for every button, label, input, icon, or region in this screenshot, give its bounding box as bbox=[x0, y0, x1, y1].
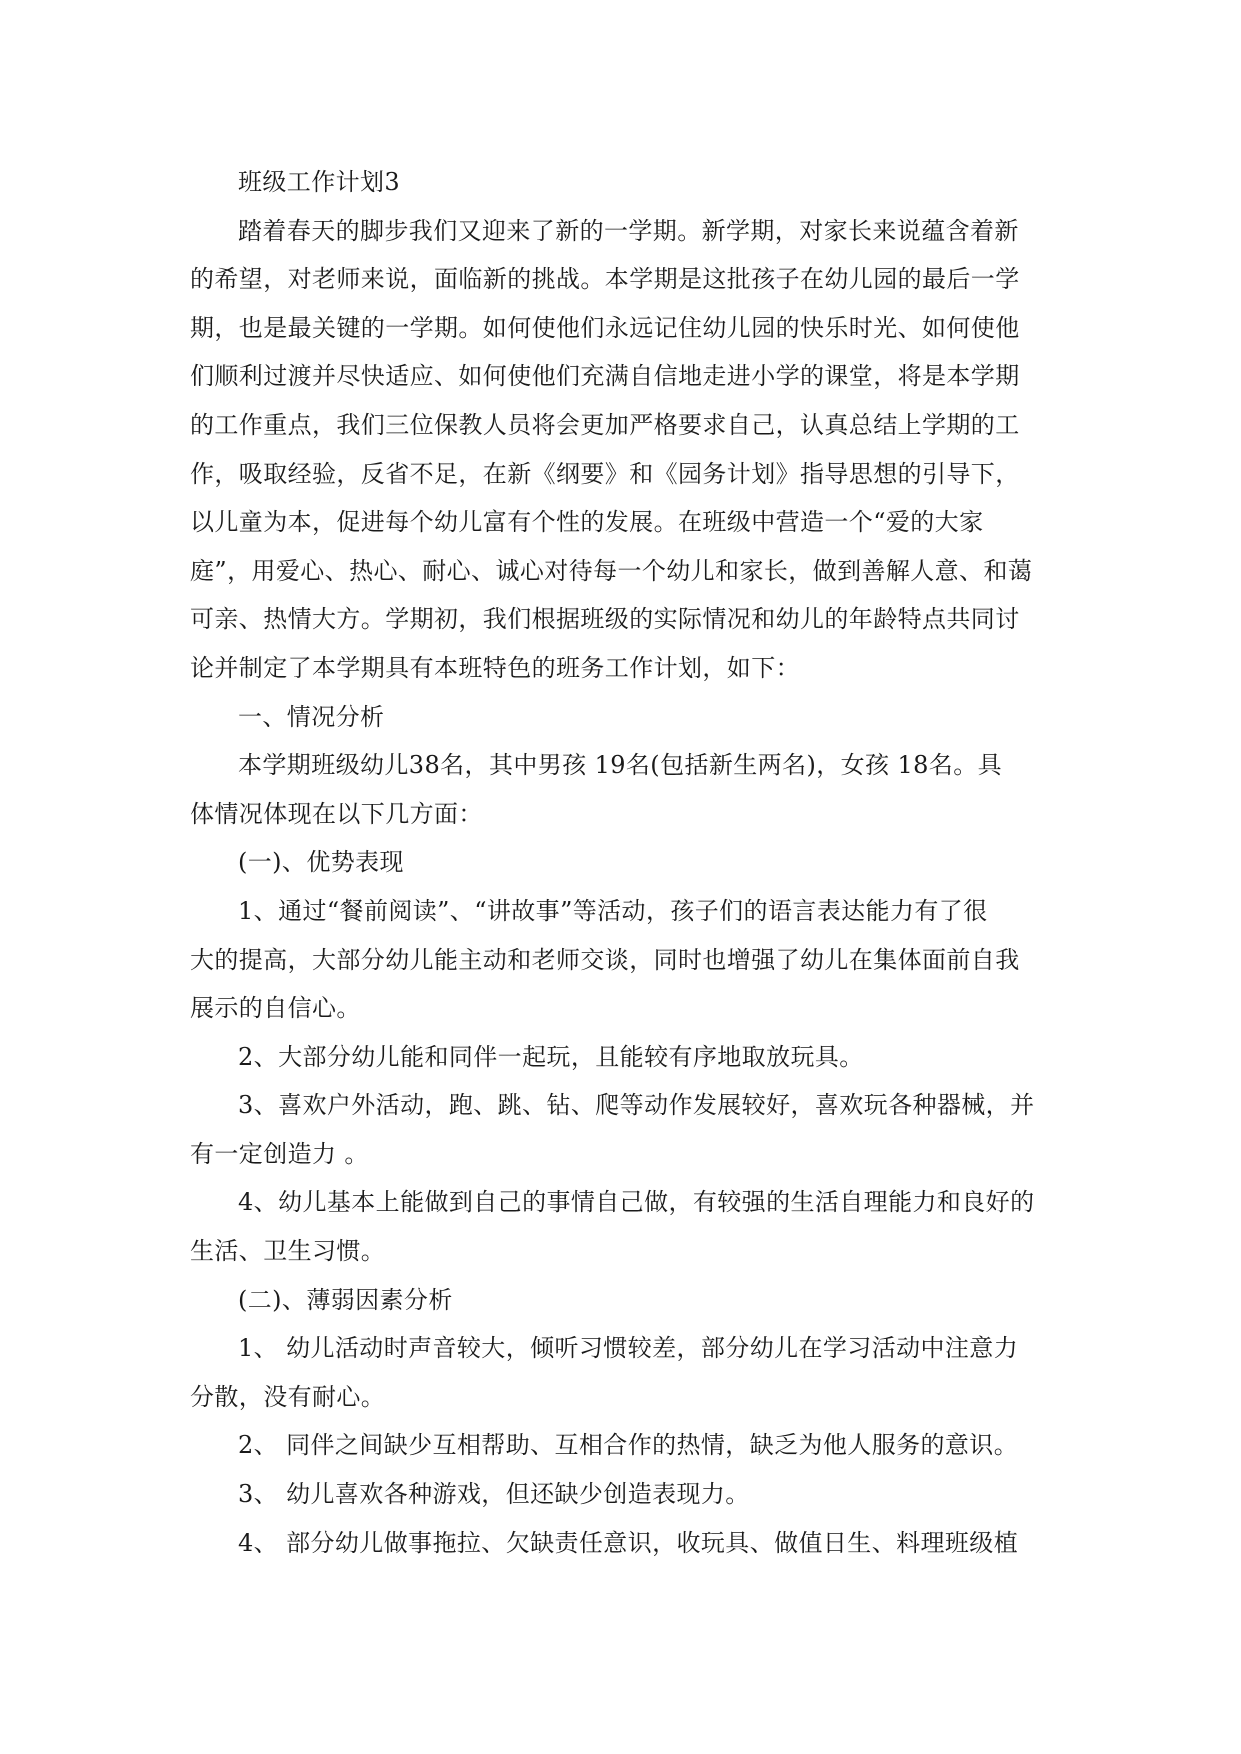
subsection-heading: (一)、优势表现 bbox=[238, 848, 404, 877]
text-line: 有一定创造力 。 bbox=[190, 1139, 369, 1168]
text-line: 的希望，对老师来说，面临新的挑战。本学期是这批孩子在幼儿园的最后一学 bbox=[190, 265, 1020, 294]
weakness-item bbox=[190, 1421, 1062, 1470]
text-line: 庭”，用爱心、热心、耐心、诚心对待每一个幼儿和家长，做到善解人意、和蔼 bbox=[190, 556, 1033, 585]
document-title: 班级工作计划3 bbox=[238, 168, 401, 196]
text-line: 可亲、热情大方。学期初，我们根据班级的实际情况和幼儿的年龄特点共同讨 bbox=[190, 605, 1020, 634]
text-line: 大的提高，大部分幼儿能主动和老师交谈，同时也增强了幼儿在集体面前自我 bbox=[190, 945, 1020, 974]
text-line: 1、 幼儿活动时声音较大，倾听习惯较差，部分幼儿在学习活动中注意力 bbox=[238, 1334, 1019, 1363]
weakness-item bbox=[190, 1470, 1062, 1519]
text-line: 3、 幼儿喜欢各种游戏，但还缺少创造表现力。 bbox=[238, 1480, 750, 1509]
text-line: 1、通过“餐前阅读”、“讲故事”等活动，孩子们的语言表达能力有了很 bbox=[238, 896, 988, 925]
text-line: 3、喜欢户外活动，跑、跳、钻、爬等动作发展较好，喜欢玩各种器械，并 bbox=[238, 1091, 1035, 1120]
document-body bbox=[190, 158, 1062, 1567]
strength-item bbox=[190, 1178, 1062, 1275]
section-heading: 一、情况分析 bbox=[238, 702, 385, 731]
text-line: 2、大部分幼儿能和同伴一起玩，且能较有序地取放玩具。 bbox=[238, 1042, 864, 1071]
strength-item bbox=[190, 887, 1062, 1033]
text-line: 论并制定了本学期具有本班特色的班务工作计划，如下： bbox=[190, 653, 800, 682]
text-line: 期，也是最关键的一学期。如何使他们永远记住幼儿园的快乐时光、如何使他 bbox=[190, 313, 1020, 342]
text-line: 的工作重点，我们三位保教人员将会更加严格要求自己，认真总结上学期的工 bbox=[190, 410, 1020, 439]
situation-paragraph bbox=[190, 741, 1062, 838]
weakness-item bbox=[190, 1519, 1062, 1568]
weakness-item bbox=[190, 1324, 1062, 1421]
text-line: 以儿童为本，促进每个幼儿富有个性的发展。在班级中营造一个“爱的大家 bbox=[190, 508, 984, 537]
intro-paragraph bbox=[190, 207, 1062, 693]
text-line: 4、幼儿基本上能做到自己的事情自己做，有较强的生活自理能力和良好的 bbox=[238, 1188, 1035, 1217]
text-line: 分散，没有耐心。 bbox=[190, 1382, 386, 1411]
text-line: 们顺利过渡并尽快适应、如何使他们充满自信地走进小学的课堂，将是本学期 bbox=[190, 362, 1020, 391]
text-line: 4、 部分幼儿做事拖拉、欠缺责任意识，收玩具、做值日生、料理班级植 bbox=[238, 1528, 1019, 1557]
strength-item bbox=[190, 1033, 1062, 1082]
text-line: 2、 同伴之间缺少互相帮助、互相合作的热情，缺乏为他人服务的意识。 bbox=[238, 1431, 1019, 1460]
text-line: 展示的自信心。 bbox=[190, 994, 361, 1023]
text-line: 作，吸取经验，反省不足，在新《纲要》和《园务计划》指导思想的引导下， bbox=[190, 459, 1020, 488]
text-line: 生活、卫生习惯。 bbox=[190, 1237, 386, 1266]
text-line: 本学期班级幼儿38名，其中男孩 19名(包括新生两名)，女孩 18名。具 bbox=[238, 751, 1002, 780]
text-line: 踏着春天的脚步我们又迎来了新的一学期。新学期，对家长来说蕴含着新 bbox=[238, 216, 1019, 245]
text-line: 体情况体现在以下几方面： bbox=[190, 799, 483, 828]
subsection-heading: (二)、薄弱因素分析 bbox=[238, 1285, 453, 1314]
strength-item bbox=[190, 1081, 1062, 1178]
